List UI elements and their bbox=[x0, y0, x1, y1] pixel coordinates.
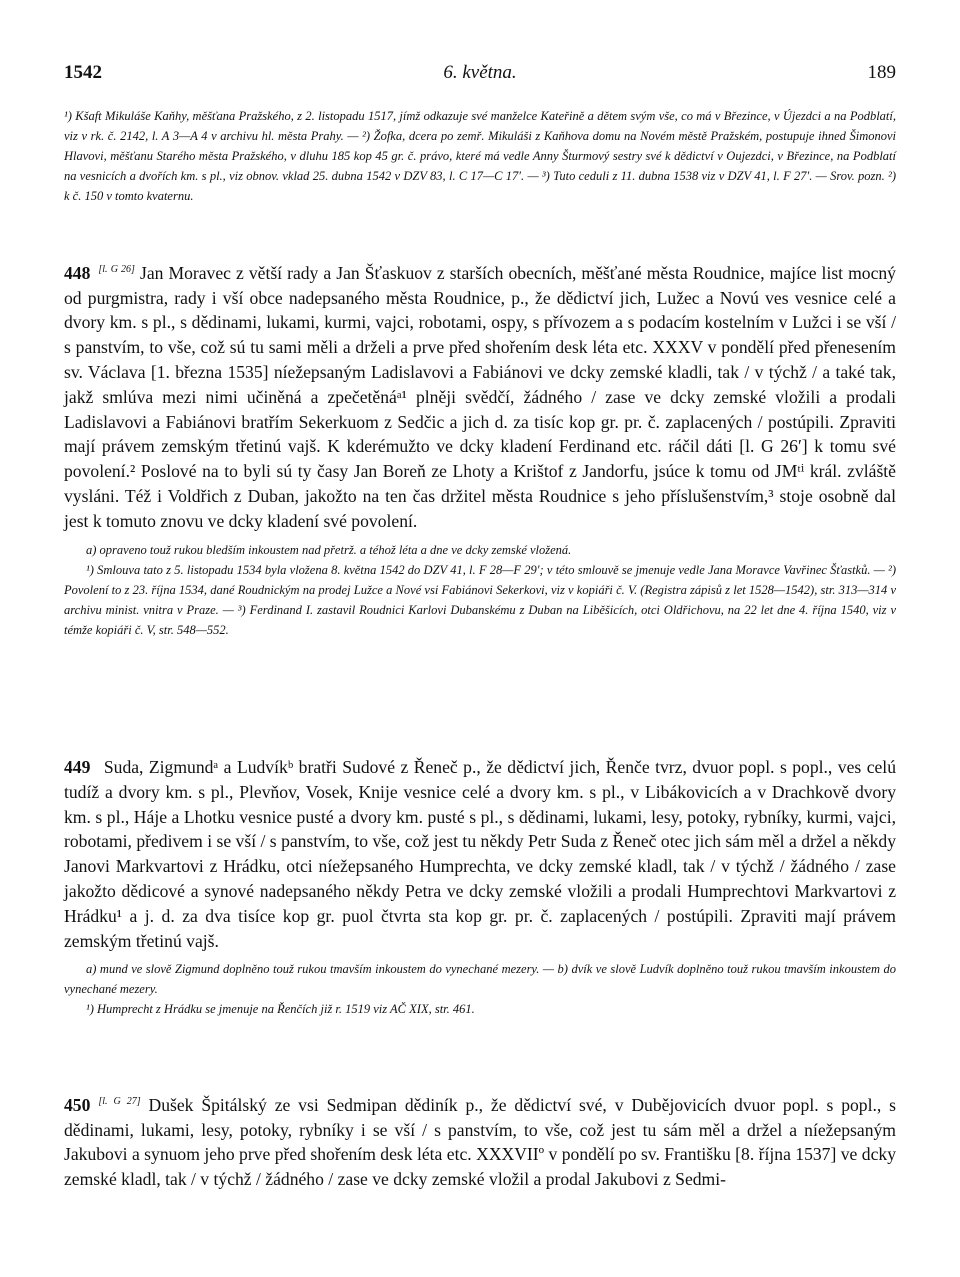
folio-marker: [l. G 26] bbox=[98, 264, 135, 275]
page-number: 189 bbox=[867, 62, 896, 83]
note-apparatus: a) opraveno touž rukou bledším inkoustem nad přetrž. a téhož léta a dne ve dcky zemské vložená. bbox=[86, 542, 572, 557]
entry-number: 449 bbox=[64, 757, 91, 777]
note-footnotes: ¹) Smlouva tato z 5. listopadu 1534 byla vložena 8. května 1542 do DZV 41, l. F 28—F 29′; v této smlouvě se jmenuje vedle Jana Moravce Vavřinec Šťastků. — ²) Povolení to z 23. října 1534, dané Roudnickým na prodej Lužce a Nové vsi Fabiánovi Sekerkovi, viz v kopiáři č. V. (Registra zápisů z let 1528—1542), str. 313—314 v archivu minist. vnitra v Praze. — ³) Ferdinand I. zastavil Roudnici Karlovi Dubanskému z Duban na Liběšicích, otci Oldřichovu, na 22 let dne 4. října 1540, viz v témže kopiáři č. V, str. 548—552. bbox=[64, 562, 896, 637]
header-year: 1542 bbox=[64, 62, 102, 83]
entry-450-body bbox=[64, 1090, 896, 1192]
entry-text: Jan Moravec z větší rady a Jan Šťaskuov z starších obecních, měšťané města Roudnice, majíce list mocný od purgmistra, rady i vší obce nadepsaného města Roudnice, p., že dědictví jich, Lužec a Novú ves vesnice celé a dvory km. s pl., s dědinami, lukami, kurmi, vajci, robotami, ospy, s přívozem a s podacím kostelním v Lužci i se vší / s panstvím, to vše, což sú tu sami měli a drželi a prve před shořením desk léta etc. XXXV v pondělí před přenesením sv. Václava [1. března 1535] níežepsaným Ladislavovi a Fabiánovi ve dcky zemské kladli, tak / v týchž / a také tak, jakž smlúva mezi nimi učiněná a zpečetěnáᵃ¹ plněji svědčí, žádného / zase ve dcky zemské vložili a prodali Ladislavovi a Fabiánovi bratřím Sekerkuom z Sedčic a jich d. za tisíc kop gr. pr. č. zaplacených / postúpili. Zpraviti mají právem zemským třetinú vajš. K kderémužto ve dcky kladení Ferdinand etc. ráčil dáti [l. G 26′] k tomu své povolení.² Poslové na to byli sú ty časy Jan Boreň ze Lhoty a Krištof z Jandorfu, jsúce k tomu od JMᵗⁱ král. zvláště vysláni. Též i Voldřich z Duban, jakožto na ten čas držitel města Roudnice s jeho příslušenstvím,³ stoje osobně dal jest k tomuto znovu ve dcky kladení své povolení. bbox=[64, 262, 896, 531]
entry-number: 450 bbox=[64, 1094, 91, 1115]
folio-marker: [l. G 27] bbox=[98, 1096, 141, 1107]
entry-450 bbox=[64, 1090, 896, 1192]
entry-text: Dušek Špitálský ze vsi Sedmipan dědiník p., že dědictví své, v Dubějovicích dvuor popl. s popl., s dědinami, lukami, lesy, potoky, rybníky i se vší / s panstvím, to vše, což jest tu sám měl a držel a níežepsaným Jakubovi a synuom jeho prve před shořením desk léta etc. XXXVIIº v pondělí po sv. Františku [8. října 1537] ve dcky zemské kladl, tak / v týchž / žádného / zase ve dcky zemské vložil a prodal Jakubovi z Sedmi- bbox=[64, 1094, 896, 1190]
note-footnotes: ¹) Humprecht z Hrádku se jmenuje na Řenčích již r. 1519 viz AČ XIX, str. 461. bbox=[86, 1002, 475, 1017]
header-date: 6. května. bbox=[443, 62, 517, 83]
top-footnotes: ¹) Kšaft Mikuláše Kaňhy, měšťana Pražského, z 2. listopadu 1517, jímž odkazuje své manželce Kateřině a dětem svým vše, co má v Březince, v Újezdci a na Podblatí, viz v rk. č. 2142, l. A 3—A 4 v archivu hl. města Prahy. — ²) Žofka, dcera po zemř. Mikuláši z Kaňhova domu na Novém městě Pražském, postupuje ihned Šimonovi Hlavovi, měšťanu Starého města Pražského, v dluhu 185 kop 45 gr. č. právo, které má vedle Anny Šturmový sestry své k dědictví v Oujezdci, v Březince, na Podblatí na vesnicích a dvořích km. s pl., viz obnov. vklad 25. dubna 1542 v DZV 83, l. C 17—C 17′. — ³) Tuto ceduli z 11. dubna 1538 viz v DZV 41, l. F 27′. — Srov. pozn. ²) k č. 150 v tomto kvaternu. bbox=[64, 109, 896, 203]
entry-448-body bbox=[64, 258, 896, 534]
note-apparatus: a) mund ve slově Zigmund doplněno touž rukou tmavším inkoustem do vynechané mezery. — b) dvík ve slově Ludvík doplněno touž rukou tmavším inkoustem do vynechané mezery. bbox=[64, 962, 896, 997]
entry-448-notes bbox=[64, 540, 896, 640]
entry-number: 448 bbox=[64, 262, 91, 283]
entry-449-body bbox=[64, 755, 896, 953]
entry-449 bbox=[64, 755, 896, 1019]
entry-448 bbox=[64, 258, 896, 640]
page-header bbox=[64, 62, 896, 90]
entry-text: Suda, Zigmundᵃ a Ludvíkᵇ bratři Sudové z Řeneč p., že dědictví jich, Řenče tvrz, dvuor popl. s popl., ves celú tudíž a dvory km. s pl., Plevňov, Vosek, Knije vesnice celé a dvory km. s pl., v Libákovicích a v Drachkově dvory km. s pl., Háje a Lhotku vesnice pusté a dvory km. pusté s pl., s dědinami, lukami, lesy, potoky, rybníky, kurmi, vajci, robotami, předivem i se vší / s panstvím, to vše, což jest tu někdy Petr Suda z Řeneč otec jich sám měl a držel a někdy Janovi Markvartovi z Hrádku, otci níežepsaného Humprechta, ve dcky zemské kladl, tak / v týchž / žádného / zase jakožto dědicové a synové nadepsaného někdy Petra ve dcky zemské vložili a prodali Humprechtovi Markvartovi z Hrádku¹ a j. d. za dva tisíce kop gr. puol čtvrta sta kop gr. pr. č. zaplacených / postúpili. Zpraviti mají právem zemským třetinú vajš. bbox=[64, 757, 896, 951]
entry-449-notes bbox=[64, 959, 896, 1019]
